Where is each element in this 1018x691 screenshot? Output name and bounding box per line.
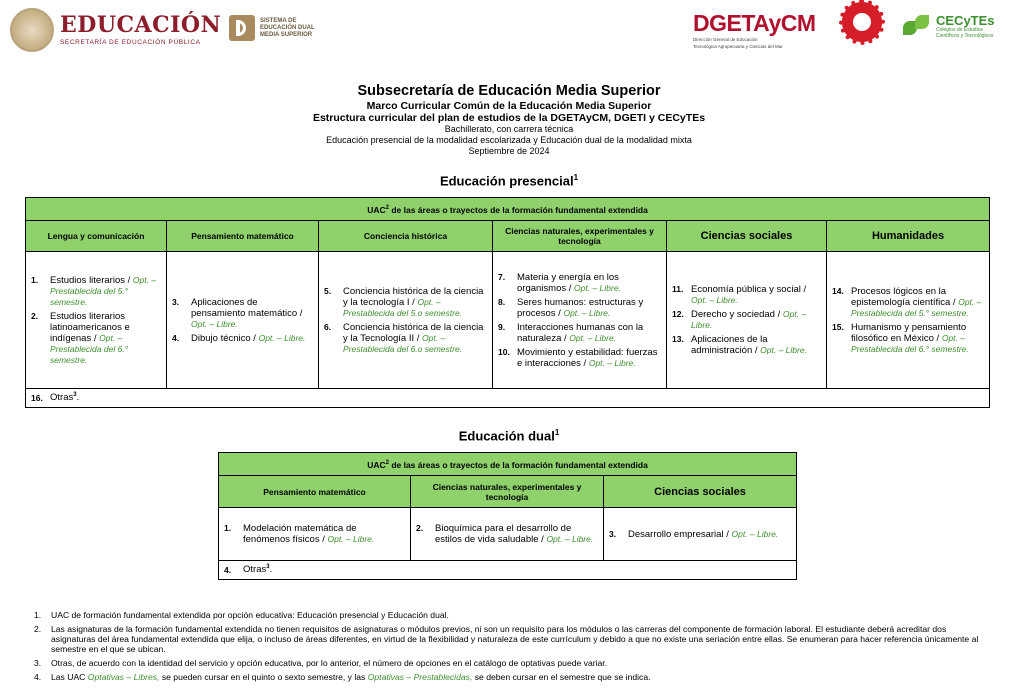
presencial-title-text: Educación presencial xyxy=(439,173,574,189)
presencial-uac-header: UAC$^2$ de las áreas o trayectos de la formación fundamental extendida xyxy=(26,198,990,221)
subject-item: 2. Estudios literarios latinoamericanos e indígenas / Opt. – Prestablecida del 6.° semestre. xyxy=(31,310,130,365)
sociales-cell xyxy=(667,252,827,389)
subject-item: 15. Humanismo y pensamiento filosófico en México / Opt. – Prestablecida del 6.° semestre. xyxy=(832,321,969,354)
dgetaycm-logo xyxy=(693,12,816,49)
cecytes-logo-subtitle-2: Científicos y Tecnológicos xyxy=(936,33,994,39)
dual-title xyxy=(0,428,1018,443)
column-header-historica: Conciencia histórica xyxy=(319,221,493,252)
dgetaycm-logo-subtitle-1: Dirección General de Educación xyxy=(693,37,758,42)
sems-logo xyxy=(229,15,315,41)
dual-column-header-matematico: Pensamiento matemático xyxy=(219,476,411,508)
document-header xyxy=(0,82,1018,157)
dgetaycm-logo-subtitle-2: Tecnológica Agropecuaria y Ciencias del Mar xyxy=(693,44,783,49)
dual-column-header-naturales: Ciencias naturales, experimentales y tecnología xyxy=(411,476,604,508)
subject-item: 10. Movimiento y estabilidad: fuerzas e interacciones / Opt. – Libre. xyxy=(498,346,658,369)
dgetaycm-logo-title: DGETAyCM xyxy=(693,10,816,36)
cecytes-logo-subtitle-1: Colegios de Estudios xyxy=(936,27,983,33)
educacion-logo-title: EDUCACIÓN xyxy=(60,12,222,38)
dgeti-gear-logo-icon xyxy=(842,2,882,42)
document-line-2: Educación presencial de la modalidad escolarizada y Educación dual de la modalidad mixta xyxy=(326,135,692,145)
naturales-cell xyxy=(493,252,667,389)
subject-item: 1. Estudios literarios / Opt. – Prestablecida del 5.° semestre. xyxy=(31,274,157,307)
document-line-1: Bachillerato, con carrera técnica xyxy=(444,124,574,134)
document-date: Septiembre de 2024 xyxy=(468,146,550,156)
subject-item: 14. Procesos lógicos en la epistemología científica / Opt. – Prestablecida del 5.° semestre. xyxy=(832,285,982,318)
dual-column-header-sociales: Ciencias sociales xyxy=(604,476,797,508)
subject-item: 9. Interacciones humanas con la naturaleza / Opt. – Libre. xyxy=(498,321,644,344)
subject-item: 12. Derecho y sociedad / Opt. – Libre. xyxy=(672,309,807,330)
dual-otras-row: 4. Otras$^3$. xyxy=(219,561,797,580)
footnote: 4. Las UAC Optativas – Libres, se pueden cursar en el quinto o sexto semestre, y las Optativas – Prestablecidas, se deben cursar en el semestre que se indica. xyxy=(34,672,651,682)
document-subtitle-2: Estructura curricular del plan de estudios de la DGETAyCM, DGETI y CECyTEs xyxy=(312,112,706,124)
cecytes-logo xyxy=(903,14,995,39)
cecytes-logo-title: CECyTEs xyxy=(936,13,995,28)
presencial-title xyxy=(0,173,1018,188)
dual-matematico-cell xyxy=(219,508,411,561)
column-header-sociales: Ciencias sociales xyxy=(667,221,827,252)
dual-title-text: Educación dual xyxy=(458,428,555,444)
document-title: Subsecretaría de Educación Media Superior xyxy=(357,83,661,99)
educacion-logo-subtitle: SECRETARÍA DE EDUCACIÓN PÚBLICA xyxy=(60,39,201,46)
sems-mark-icon xyxy=(229,15,255,41)
subject-item: 8. Seres humanos: estructuras y procesos / Opt. – Libre. xyxy=(498,296,644,319)
column-header-matematico: Pensamiento matemático xyxy=(167,221,319,252)
subject-item: 4. Dibujo técnico / Opt. – Libre. xyxy=(172,332,306,344)
dual-sociales-cell xyxy=(604,508,797,561)
presencial-table xyxy=(25,197,990,408)
lengua-cell xyxy=(26,252,167,389)
dual-uac-header: UAC$^2$ de las áreas o trayectos de la formación fundamental extendida xyxy=(219,453,797,476)
column-header-lengua: Lengua y comunicación xyxy=(26,221,167,252)
sems-line1: SISTEMA DE xyxy=(260,17,297,24)
dual-table xyxy=(218,452,797,580)
subject-item: 2. Bioquímica para el desarrollo de estilos de vida saludable / Opt. – Libre. xyxy=(416,523,594,545)
subject-item: 11. Economía pública y social / Opt. – Libre. xyxy=(672,284,807,305)
footnote: 2. Las asignaturas de la formación fundamental extendida no tienen requisitos de asignaturas o módulos previos, ni son un requisito para los módulos o las carreras del componente de formación laboral. El estudiante deberá acreditar dos asignaturas del área fundamental extendida que elija, o incluso de áreas diferentes, en virtud de la flexibilidad y naturaleza de este currículum y debido a que no existe una seriación entre ellas. Se enumeran para hacer referencia únicamente al semestre en el que se ubican. xyxy=(34,624,979,654)
cecytes-leaf-icon xyxy=(903,15,933,39)
sems-line3: MEDIA SUPERIOR xyxy=(260,31,313,38)
subject-item: 3. Aplicaciones de pensamiento matemático / Opt. – Libre. xyxy=(172,296,303,329)
humanidades-cell xyxy=(827,252,990,389)
subject-item: 5. Conciencia histórica de la ciencia y la tecnología I / Opt. – Prestablecida del 5.o semestre. xyxy=(324,285,484,318)
mexico-seal-icon xyxy=(10,8,54,52)
footnotes xyxy=(34,610,984,686)
footnote: 3. Otras, de acuerdo con la identidad del servicio y opción educativa, por lo anterior, el número de opciones en el catálogo de optativas puede variar. xyxy=(34,658,608,668)
column-header-naturales: Ciencias naturales, experimentales y tecnología xyxy=(493,221,667,252)
dual-title-sup: 1 xyxy=(554,428,560,437)
footnote: 1. UAC de formación fundamental extendida por opción educativa: Educación presencial y Educación dual. xyxy=(34,610,449,620)
subject-item: 7. Materia y energía en los organismos / Opt. – Libre. xyxy=(498,271,621,294)
column-header-humanidades: Humanidades xyxy=(827,221,990,252)
presencial-otras-row: 16. Otras$^3$. xyxy=(26,389,990,408)
matematico-cell xyxy=(167,252,319,389)
logo-bar xyxy=(0,0,1018,50)
subject-item: 6. Conciencia histórica de la ciencia y la Tecnología II / Opt. – Prestablecida del 6.o semestre. xyxy=(324,321,484,354)
document-subtitle-1: Marco Curricular Común de la Educación Media Superior xyxy=(366,100,652,112)
subject-item: 1. Modelación matemática de fenómenos físicos / Opt. – Libre. xyxy=(224,523,375,545)
subject-item: 13. Aplicaciones de la administración / Opt. – Libre. xyxy=(672,334,807,356)
historica-cell xyxy=(319,252,493,389)
subject-item: 3. Desarrollo empresarial / Opt. – Libre. xyxy=(609,528,779,540)
dual-naturales-cell xyxy=(411,508,604,561)
presencial-title-sup: 1 xyxy=(573,173,579,182)
educacion-logo xyxy=(10,8,221,52)
sems-line2: EDUCACIÓN DUAL xyxy=(260,24,315,31)
